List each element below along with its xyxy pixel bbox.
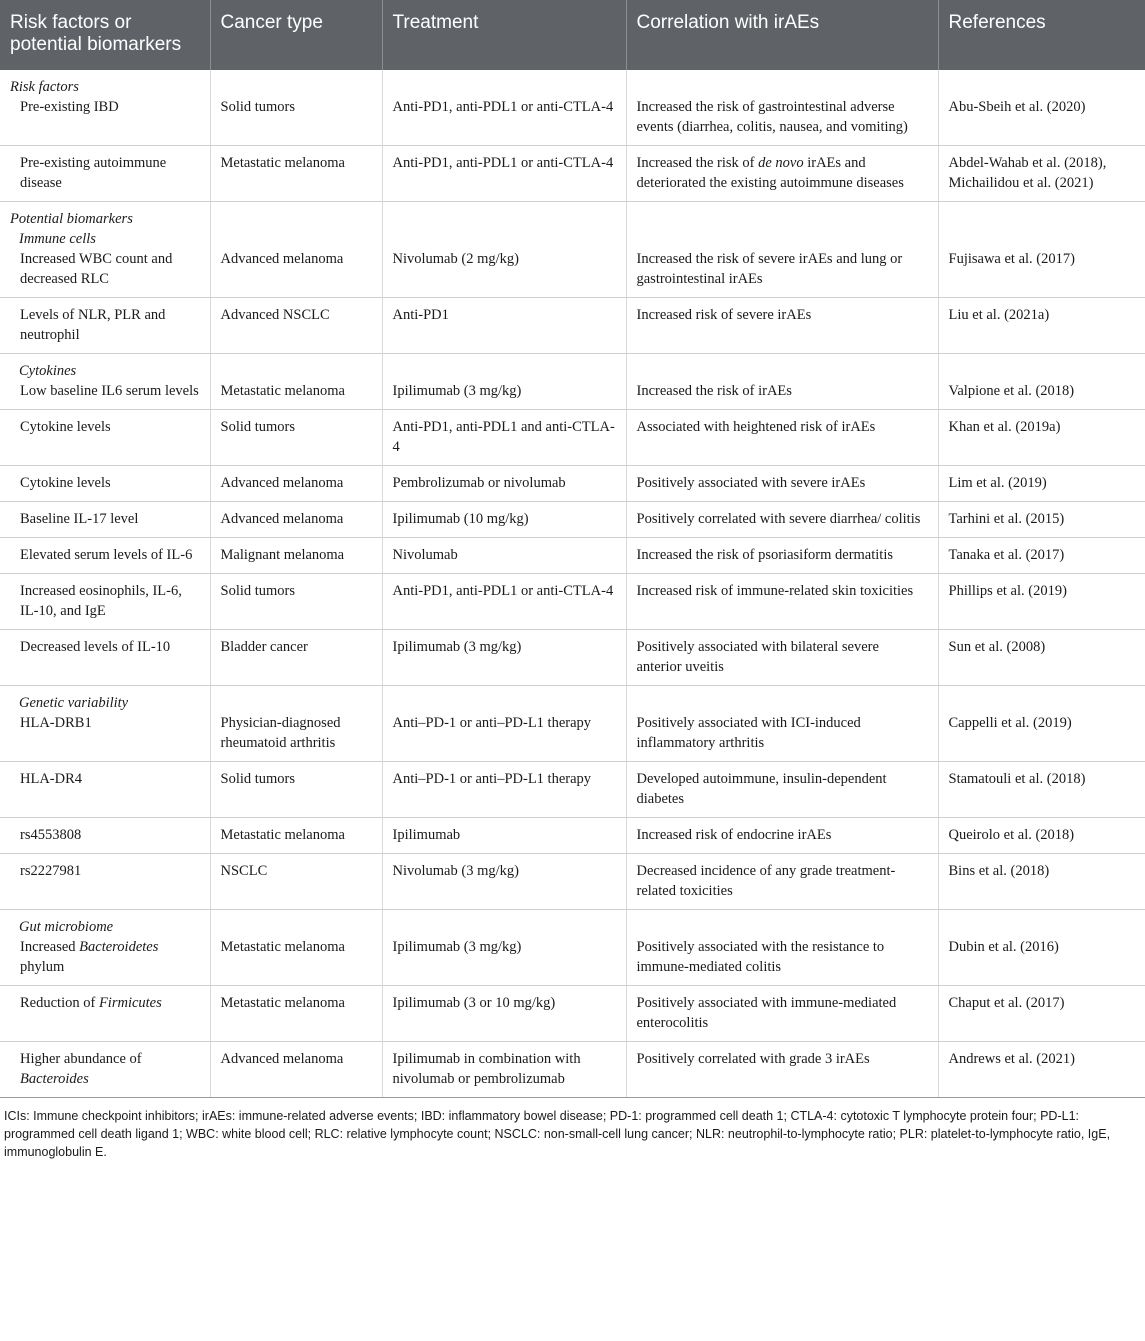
correlation-cell: Positively correlated with severe diarrhea/ colitis xyxy=(626,502,938,538)
table-row xyxy=(0,410,1145,466)
table-row xyxy=(0,1042,1145,1098)
treatment-cell: Anti–PD-1 or anti–PD-L1 therapy xyxy=(382,762,626,818)
reference-cell: Abdel-Wahab et al. (2018), Michailidou et al. (2021) xyxy=(938,146,1145,202)
reference-cell: Valpione et al. (2018) xyxy=(938,354,1145,410)
cancer-cell: Solid tumors xyxy=(210,574,382,630)
header-cancer-type: Cancer type xyxy=(210,0,382,70)
treatment-cell: Ipilimumab (3 mg/kg) xyxy=(382,354,626,410)
table-footnote: ICIs: Immune checkpoint inhibitors; irAEs: immune-related adverse events; IBD: inflammatory bowel disease; PD-1: programmed cell death 1; CTLA-4: cytotoxic T lymphocyte protein four; PD-L1: programmed cell death ligand 1; WBC: white blood cell; RLC: relative lymphocyte count; NSCLC: non-small-cell lung cancer; NLR: neutrophil-to-lymphocyte ratio; PLR: platelet-to-lymphocyte ratio, IgE, immunoglobulin E. xyxy=(4,1109,1111,1159)
cancer-cell: Metastatic melanoma xyxy=(210,146,382,202)
treatment-cell: Ipilimumab (3 or 10 mg/kg) xyxy=(382,986,626,1042)
treatment-cell: Ipilimumab (3 mg/kg) xyxy=(382,630,626,686)
factor-cell: Decreased levels of IL-10 xyxy=(0,630,210,686)
factor-text: Pre-existing IBD xyxy=(20,99,119,115)
subsection-label-genetic-variability: Genetic variability xyxy=(19,695,129,711)
reference-cell: Andrews et al. (2021) xyxy=(938,1042,1145,1098)
correlation-cell: Increased risk of immune-related skin toxicities xyxy=(626,574,938,630)
italic-term: Firmicutes xyxy=(98,995,162,1011)
factor-cell: Higher abundance of Bacteroides xyxy=(0,1042,210,1098)
cancer-cell: Physician-diagnosed rheumatoid arthritis xyxy=(210,686,382,762)
cancer-cell: Malignant melanoma xyxy=(210,538,382,574)
subsection-label-immune-cells: Immune cells xyxy=(19,231,96,247)
factor-text: Pre-existing autoimmune disease xyxy=(20,155,167,191)
italic-term: Bacteroides xyxy=(20,1071,89,1087)
table-row xyxy=(0,818,1145,854)
factor-cell: Baseline IL-17 level xyxy=(0,502,210,538)
correlation-cell: Increased the risk of irAEs xyxy=(626,354,938,410)
table-header xyxy=(0,0,1145,70)
correlation-cell: Positively associated with bilateral severe anterior uveitis xyxy=(626,630,938,686)
table-row xyxy=(0,910,1145,986)
correlation-cell: Increased the risk of psoriasiform dermatitis xyxy=(626,538,938,574)
cancer-cell: Advanced melanoma xyxy=(210,1042,382,1098)
factor-cell: Elevated serum levels of IL-6 xyxy=(0,538,210,574)
factor-cell xyxy=(0,146,210,202)
factor-cell: Cytokine levels xyxy=(0,410,210,466)
treatment-cell: Ipilimumab (10 mg/kg) xyxy=(382,502,626,538)
section-label-potential-biomarkers: Potential biomarkers xyxy=(10,211,133,227)
factor-cell xyxy=(0,686,210,762)
cancer-cell: Advanced melanoma xyxy=(210,502,382,538)
factor-cell xyxy=(0,910,210,986)
table-row xyxy=(0,854,1145,910)
table-row xyxy=(0,298,1145,354)
table-row xyxy=(0,202,1145,298)
italic-term: de novo xyxy=(758,155,804,171)
section-label-risk-factors: Risk factors xyxy=(10,79,79,95)
treatment-cell: Pembrolizumab or nivolumab xyxy=(382,466,626,502)
treatment-cell: Nivolumab xyxy=(382,538,626,574)
treatment-cell: Ipilimumab (3 mg/kg) xyxy=(382,910,626,986)
subsection-label-cytokines: Cytokines xyxy=(19,363,77,379)
cancer-cell: Metastatic melanoma xyxy=(210,910,382,986)
factor-cell: rs4553808 xyxy=(0,818,210,854)
cancer-cell: Advanced NSCLC xyxy=(210,298,382,354)
reference-cell: Phillips et al. (2019) xyxy=(938,574,1145,630)
correlation-cell: Increased risk of endocrine irAEs xyxy=(626,818,938,854)
italic-term: Bacteroidetes xyxy=(79,939,159,955)
table-row xyxy=(0,502,1145,538)
cancer-cell: Bladder cancer xyxy=(210,630,382,686)
reference-cell: Cappelli et al. (2019) xyxy=(938,686,1145,762)
treatment-cell: Ipilimumab in combination with nivolumab or pembrolizumab xyxy=(382,1042,626,1098)
correlation-cell: Increased risk of severe irAEs xyxy=(626,298,938,354)
cancer-text: Solid tumors xyxy=(220,99,296,115)
correlation-text: Increased the risk of gastrointestinal adverse events (diarrhea, colitis, nausea, and vomiting) xyxy=(636,99,908,135)
correlation-cell: Positively associated with the resistance to immune-mediated colitis xyxy=(626,910,938,986)
correlation-cell: Associated with heightened risk of irAEs xyxy=(626,410,938,466)
reference-cell: Sun et al. (2008) xyxy=(938,630,1145,686)
reference-cell: Fujisawa et al. (2017) xyxy=(938,202,1145,298)
correlation-cell: Positively correlated with grade 3 irAEs xyxy=(626,1042,938,1098)
header-row xyxy=(0,0,1145,70)
treatment-cell: Anti-PD1, anti-PDL1 or anti-CTLA-4 xyxy=(382,146,626,202)
treatment-cell: Anti-PD1, anti-PDL1 and anti-CTLA-4 xyxy=(382,410,626,466)
table-row xyxy=(0,762,1145,818)
treatment-cell: Nivolumab (2 mg/kg) xyxy=(382,202,626,298)
cancer-cell: Advanced melanoma xyxy=(210,202,382,298)
treatment-cell: Anti-PD1 xyxy=(382,298,626,354)
cancer-cell: Metastatic melanoma xyxy=(210,986,382,1042)
cancer-cell: Solid tumors xyxy=(210,410,382,466)
cancer-cell: Metastatic melanoma xyxy=(210,354,382,410)
correlation-cell: Developed autoimmune, insulin-dependent diabetes xyxy=(626,762,938,818)
cancer-cell: Advanced melanoma xyxy=(210,466,382,502)
factor-text: Increased Bacteroidetes phylum xyxy=(20,939,159,975)
factor-cell xyxy=(0,202,210,298)
correlation-cell: Positively associated with immune-mediated enterocolitis xyxy=(626,986,938,1042)
factor-text: HLA-DRB1 xyxy=(20,715,92,731)
cancer-cell xyxy=(210,70,382,146)
treatment-cell: Anti-PD1, anti-PDL1 or anti-CTLA-4 xyxy=(382,574,626,630)
cancer-cell: Solid tumors xyxy=(210,762,382,818)
table-row xyxy=(0,538,1145,574)
reference-cell: Lim et al. (2019) xyxy=(938,466,1145,502)
treatment-cell: Ipilimumab xyxy=(382,818,626,854)
factor-text: Increased WBC count and decreased RLC xyxy=(20,251,173,287)
reference-cell: Stamatouli et al. (2018) xyxy=(938,762,1145,818)
header-correlation: Correlation with irAEs xyxy=(626,0,938,70)
cancer-cell: NSCLC xyxy=(210,854,382,910)
reference-cell: Bins et al. (2018) xyxy=(938,854,1145,910)
table-row xyxy=(0,986,1145,1042)
correlation-cell: Decreased incidence of any grade treatment-related toxicities xyxy=(626,854,938,910)
reference-text: Abu-Sbeih et al. (2020) xyxy=(948,99,1086,115)
factor-cell: HLA-DR4 xyxy=(0,762,210,818)
correlation-cell xyxy=(626,70,938,146)
reference-cell: Khan et al. (2019a) xyxy=(938,410,1145,466)
treatment-cell: Nivolumab (3 mg/kg) xyxy=(382,854,626,910)
factor-cell: Increased eosinophils, IL-6, IL-10, and IgE xyxy=(0,574,210,630)
header-risk-factors: Risk factors or potential biomarkers xyxy=(0,0,210,70)
reference-cell xyxy=(938,70,1145,146)
reference-cell: Liu et al. (2021a) xyxy=(938,298,1145,354)
factor-cell: Cytokine levels xyxy=(0,466,210,502)
table-row xyxy=(0,686,1145,762)
table-body xyxy=(0,70,1145,1098)
factor-cell: Levels of NLR, PLR and neutrophil xyxy=(0,298,210,354)
correlation-cell: Increased the risk of severe irAEs and lung or gastrointestinal irAEs xyxy=(626,202,938,298)
correlation-cell: Increased the risk of de novo irAEs and deteriorated the existing autoimmune diseases xyxy=(626,146,938,202)
table-row xyxy=(0,466,1145,502)
factor-cell: rs2227981 xyxy=(0,854,210,910)
factor-cell xyxy=(0,354,210,410)
correlation-cell: Positively associated with ICI-induced inflammatory arthritis xyxy=(626,686,938,762)
factor-cell xyxy=(0,70,210,146)
header-references: References xyxy=(938,0,1145,70)
header-treatment: Treatment xyxy=(382,0,626,70)
table-row xyxy=(0,146,1145,202)
treatment-text: Anti-PD1, anti-PDL1 or anti-CTLA-4 xyxy=(392,99,614,115)
table-row xyxy=(0,574,1145,630)
table-row xyxy=(0,630,1145,686)
factor-text: Low baseline IL6 serum levels xyxy=(20,383,199,399)
reference-cell: Chaput et al. (2017) xyxy=(938,986,1145,1042)
treatment-cell xyxy=(382,70,626,146)
reference-cell: Tarhini et al. (2015) xyxy=(938,502,1145,538)
factor-cell: Reduction of Firmicutes xyxy=(0,986,210,1042)
subsection-label-gut-microbiome: Gut microbiome xyxy=(19,919,114,935)
cancer-cell: Metastatic melanoma xyxy=(210,818,382,854)
reference-cell: Tanaka et al. (2017) xyxy=(938,538,1145,574)
correlation-cell: Positively associated with severe irAEs xyxy=(626,466,938,502)
table-row xyxy=(0,70,1145,146)
reference-cell: Dubin et al. (2016) xyxy=(938,910,1145,986)
treatment-cell: Anti–PD-1 or anti–PD-L1 therapy xyxy=(382,686,626,762)
reference-cell: Queirolo et al. (2018) xyxy=(938,818,1145,854)
table-row xyxy=(0,354,1145,410)
